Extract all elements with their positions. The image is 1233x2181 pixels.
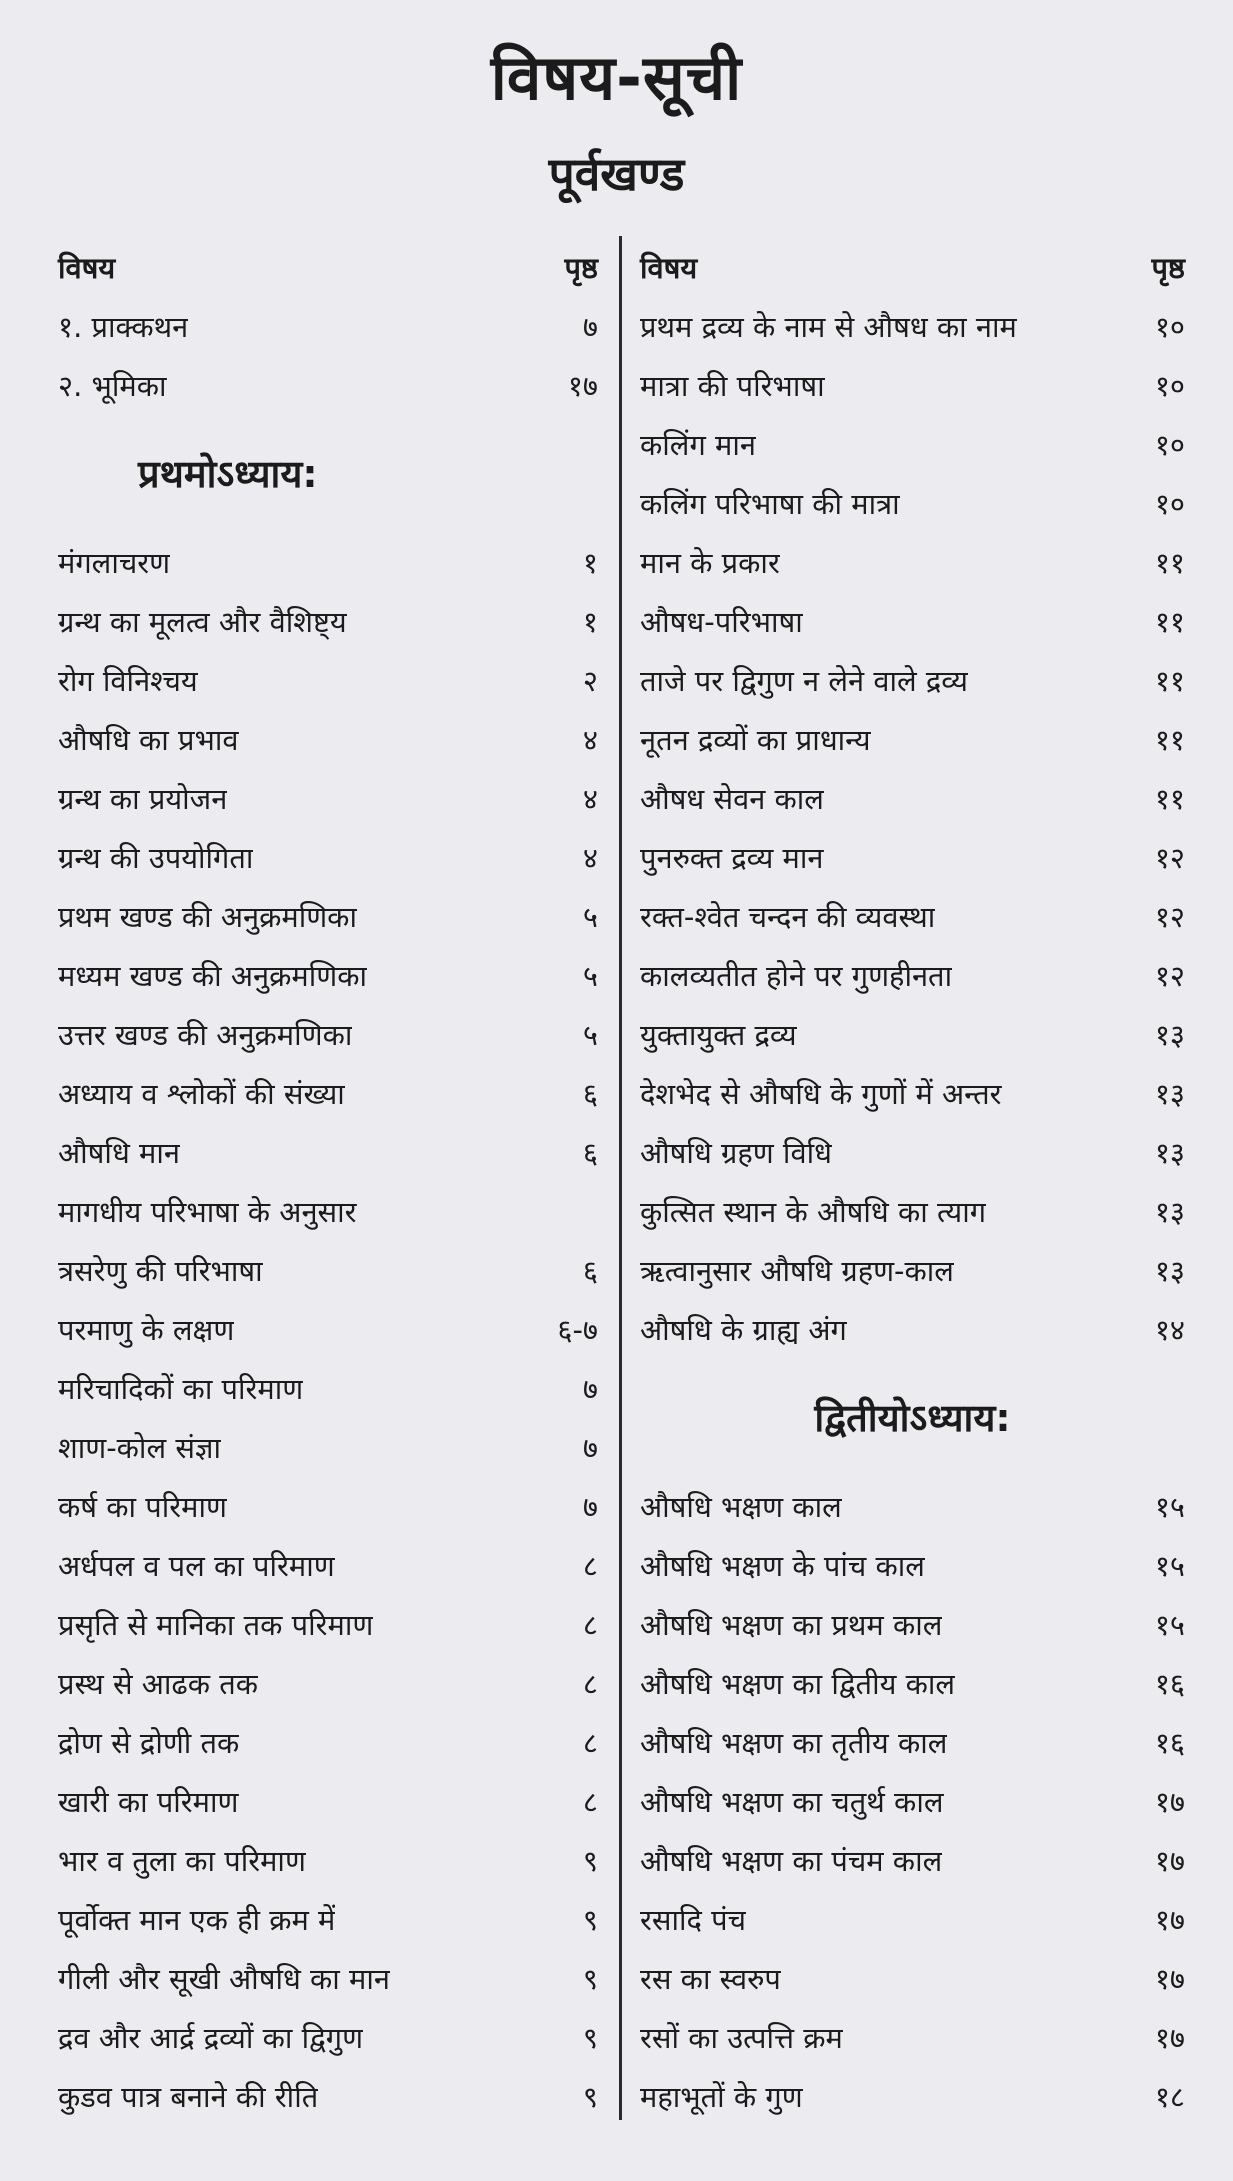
right-column: [640, 238, 1185, 2126]
entry-page: ९: [582, 2080, 598, 2114]
entry-title: औषधि मान: [58, 1136, 180, 1170]
entry-page: ६-७: [557, 1313, 598, 1347]
entry-page: १: [582, 546, 598, 580]
entry-title: १. प्राक्कथन: [58, 310, 189, 344]
toc-entry: [58, 1890, 598, 1949]
entry-page: १५: [1154, 1490, 1185, 1524]
entry-title: औषधि के ग्राह्य अंग: [640, 1313, 847, 1347]
toc-entry: [640, 1477, 1185, 1536]
entry-title: प्रथम द्रव्य के नाम से औषध का नाम: [640, 310, 1017, 344]
entry-page: ८: [582, 1549, 598, 1583]
entry-title: कर्ष का परिमाण: [58, 1490, 227, 1524]
entry-page: १३: [1154, 1077, 1185, 1111]
entry-title: उत्तर खण्ड की अनुक्रमणिका: [58, 1018, 353, 1052]
entry-title: ऋत्वानुसार औषधि ग्रहण-काल: [640, 1254, 954, 1288]
section-title: पूर्वखण्ड: [548, 147, 685, 201]
entry-title: मध्यम खण्ड की अनुक्रमणिका: [58, 959, 367, 993]
toc-entry: [640, 887, 1185, 946]
entry-title: रसादि पंच: [640, 1903, 746, 1937]
entry-page: १३: [1154, 1018, 1185, 1052]
entry-title: कलिंग मान: [640, 428, 756, 462]
toc-entry: [58, 356, 598, 415]
entry-page: १७: [1154, 2021, 1185, 2055]
entry-title: रसों का उत्पत्ति क्रम: [640, 2021, 843, 2055]
toc-entry: [58, 887, 598, 946]
toc-entry: [58, 1595, 598, 1654]
entry-title: युक्तायुक्त द्रव्य: [640, 1018, 797, 1052]
entry-title: पुनरुक्त द्रव्य मान: [640, 841, 824, 875]
toc-entry: [58, 1359, 598, 1418]
toc-entry: [58, 297, 598, 356]
entry-page: १७: [1154, 1903, 1185, 1937]
toc-entry: [58, 710, 598, 769]
toc-list: [640, 1477, 1185, 2126]
entry-page: ६: [582, 1254, 598, 1288]
entry-page: ११: [1154, 664, 1185, 698]
entry-page: ९: [582, 1962, 598, 1996]
entry-title: ताजे पर द्विगुण न लेने वाले द्रव्य: [640, 664, 968, 698]
entry-title: परमाणु के लक्षण: [58, 1313, 235, 1347]
entry-page: ९: [582, 2021, 598, 2055]
entry-page: ८: [582, 1785, 598, 1819]
entry-title: ग्रन्थ का मूलत्व और वैशिष्ट्य: [58, 605, 347, 639]
toc-entry: [640, 1713, 1185, 1772]
toc-entry: [640, 1654, 1185, 1713]
toc-entry: [640, 1123, 1185, 1182]
toc-entry: [58, 1418, 598, 1477]
toc-entry: [58, 1064, 598, 1123]
entry-page: ७: [582, 310, 598, 344]
entry-page: ११: [1154, 782, 1185, 816]
entry-title: पूर्वोक्त मान एक ही क्रम में: [58, 1903, 336, 1937]
entry-page: १५: [1154, 1549, 1185, 1583]
toc-entry: [58, 1477, 598, 1536]
column-header: [58, 238, 598, 297]
toc-entry: [640, 1300, 1185, 1359]
entry-title: कलिंग परिभाषा की मात्रा: [640, 487, 900, 521]
entry-title: रक्त-श्वेत चन्दन की व्यवस्था: [640, 900, 936, 934]
entry-page: १३: [1154, 1136, 1185, 1170]
entry-page: ९: [582, 1903, 598, 1937]
toc-entry: [58, 2008, 598, 2067]
entry-page: १२: [1154, 900, 1185, 934]
toc-entry: [58, 769, 598, 828]
toc-entry: [640, 946, 1185, 1005]
entry-page: १५: [1154, 1608, 1185, 1642]
entry-title: मागधीय परिभाषा के अनुसार: [58, 1195, 357, 1229]
entry-page: १२: [1154, 841, 1185, 875]
toc-entry: [640, 533, 1185, 592]
entry-page: ९: [582, 1844, 598, 1878]
entry-page: १२: [1154, 959, 1185, 993]
chapter-heading: द्वितीयोऽध्याय:: [814, 1396, 1011, 1440]
toc-entry: [58, 1713, 598, 1772]
intro-list: [58, 297, 598, 415]
entry-page: १८: [1154, 2080, 1185, 2114]
toc-entry: [640, 297, 1185, 356]
entry-page: ८: [582, 1667, 598, 1701]
toc-entry: [640, 1595, 1185, 1654]
toc-entry: [640, 356, 1185, 415]
entry-title: प्रसृति से मानिका तक परिमाण: [58, 1608, 374, 1642]
toc-entry: [640, 1182, 1185, 1241]
entry-page: ४: [582, 782, 598, 816]
entry-title: शाण-कोल संज्ञा: [58, 1431, 222, 1465]
entry-title: औषधि भक्षण के पांच काल: [640, 1549, 925, 1583]
entry-page: ५: [582, 900, 598, 934]
entry-title: औषध-परिभाषा: [640, 605, 803, 639]
entry-title: नूतन द्रव्यों का प्राधान्य: [640, 723, 871, 757]
toc-entry: [58, 1949, 598, 2008]
chapter-heading: प्रथमोऽध्याय:: [138, 452, 318, 496]
entry-title: देशभेद से औषधि के गुणों में अन्तर: [640, 1077, 1002, 1111]
entry-title: औषध सेवन काल: [640, 782, 824, 816]
entry-page: ५: [582, 959, 598, 993]
subject-header: विषय: [640, 251, 698, 285]
left-column: [58, 238, 598, 2126]
toc-entry: [640, 1241, 1185, 1300]
toc-entry: [640, 415, 1185, 474]
toc-entry: [640, 2008, 1185, 2067]
entry-page: २: [582, 664, 598, 698]
toc-entry: [640, 710, 1185, 769]
toc-entry: [640, 474, 1185, 533]
page-title: विषय-सूची: [490, 41, 743, 114]
toc-entry: [58, 1005, 598, 1064]
toc-entry: [58, 1182, 598, 1241]
entry-page: १७: [1154, 1785, 1185, 1819]
entry-page: ७: [582, 1431, 598, 1465]
entry-title: प्रथम खण्ड की अनुक्रमणिका: [58, 900, 357, 934]
toc-entry: [58, 1772, 598, 1831]
entry-title: खारी का परिमाण: [58, 1785, 239, 1819]
entry-page: ८: [582, 1726, 598, 1760]
entry-title: २. भूमिका: [58, 369, 167, 403]
toc-entry: [640, 828, 1185, 887]
entry-page: १७: [1154, 1844, 1185, 1878]
toc-entry: [58, 1654, 598, 1713]
entry-page: ४: [582, 723, 598, 757]
entry-title: मरिचादिकों का परिमाण: [58, 1372, 304, 1406]
entry-title: औषधि भक्षण का तृतीय काल: [640, 1726, 948, 1760]
toc-entry: [640, 2067, 1185, 2126]
subject-header: विषय: [58, 251, 116, 285]
entry-title: औषधि भक्षण का द्वितीय काल: [640, 1667, 956, 1701]
entry-page: ७: [582, 1490, 598, 1524]
entry-title: औषधि भक्षण का पंचम काल: [640, 1844, 943, 1878]
column-divider: [619, 236, 622, 2120]
column-header: [640, 238, 1185, 297]
toc-list: [640, 297, 1185, 1359]
entry-title: महाभूतों के गुण: [640, 2080, 803, 2114]
entry-page: ६: [582, 1077, 598, 1111]
entry-page: ११: [1154, 723, 1185, 757]
entry-title: मान के प्रकार: [640, 546, 780, 580]
entry-page: १: [582, 605, 598, 639]
toc-entry: [640, 1831, 1185, 1890]
entry-page: ११: [1154, 605, 1185, 639]
entry-page: १७: [567, 369, 598, 403]
toc-entry: [640, 1949, 1185, 2008]
entry-page: ५: [582, 1018, 598, 1052]
toc-entry: [58, 2067, 598, 2126]
entry-page: १३: [1154, 1254, 1185, 1288]
toc-entry: [640, 769, 1185, 828]
toc-entry: [640, 651, 1185, 710]
entry-page: ४: [582, 841, 598, 875]
entry-page: १०: [1154, 310, 1185, 344]
toc-entry: [58, 1300, 598, 1359]
entry-title: औषधि का प्रभाव: [58, 723, 239, 757]
entry-title: अध्याय व श्लोकों की संख्या: [58, 1077, 345, 1111]
toc-entry: [58, 828, 598, 887]
toc-entry: [58, 651, 598, 710]
entry-title: रोग विनिश्चय: [58, 664, 198, 698]
entry-page: १४: [1154, 1313, 1185, 1347]
entry-page: १३: [1154, 1195, 1185, 1229]
entry-page: १०: [1154, 487, 1185, 521]
toc-entry: [640, 1005, 1185, 1064]
entry-title: त्रसरेणु की परिभाषा: [58, 1254, 263, 1288]
entry-page: ७: [582, 1372, 598, 1406]
entry-page: १६: [1154, 1667, 1185, 1701]
entry-title: औषधि भक्षण काल: [640, 1490, 842, 1524]
page-header: पृष्ठ: [1151, 251, 1185, 285]
entry-title: रस का स्वरुप: [640, 1962, 781, 1996]
toc-list: [58, 533, 598, 2126]
toc-entry: [58, 946, 598, 1005]
entry-title: मात्रा की परिभाषा: [640, 369, 825, 403]
entry-title: गीली और सूखी औषधि का मान: [58, 1962, 390, 1996]
toc-entry: [58, 1123, 598, 1182]
entry-page: ६: [582, 1136, 598, 1170]
entry-title: अर्धपल व पल का परिमाण: [58, 1549, 335, 1583]
toc-entry: [640, 592, 1185, 651]
entry-title: कुडव पात्र बनाने की रीति: [58, 2080, 319, 2114]
toc-entry: [640, 1536, 1185, 1595]
toc-entry: [58, 1831, 598, 1890]
entry-title: औषधि ग्रहण विधि: [640, 1136, 832, 1170]
entry-title: औषधि भक्षण का प्रथम काल: [640, 1608, 943, 1642]
entry-title: प्रस्थ से आढक तक: [58, 1667, 259, 1701]
entry-title: भार व तुला का परिमाण: [58, 1844, 306, 1878]
entry-page: १६: [1154, 1726, 1185, 1760]
entry-page: ८: [582, 1608, 598, 1642]
entry-title: कुत्सित स्थान के औषधि का त्याग: [640, 1195, 987, 1229]
page-header: पृष्ठ: [564, 251, 598, 285]
entry-title: कालव्यतीत होने पर गुणहीनता: [640, 959, 953, 993]
entry-title: द्रव और आर्द्र द्रव्यों का द्विगुण: [58, 2021, 364, 2055]
entry-page: १०: [1154, 428, 1185, 462]
entry-title: मंगलाचरण: [58, 546, 171, 580]
toc-entry: [640, 1064, 1185, 1123]
entry-title: ग्रन्थ की उपयोगिता: [58, 841, 254, 875]
toc-entry: [640, 1772, 1185, 1831]
toc-entry: [58, 592, 598, 651]
toc-entry: [58, 1241, 598, 1300]
entry-title: द्रोण से द्रोणी तक: [58, 1726, 240, 1760]
toc-entry: [58, 533, 598, 592]
entry-title: ग्रन्थ का प्रयोजन: [58, 782, 228, 816]
entry-page: १७: [1154, 1962, 1185, 1996]
toc-entry: [58, 1536, 598, 1595]
toc-entry: [640, 1890, 1185, 1949]
entry-page: ११: [1154, 546, 1185, 580]
entry-title: औषधि भक्षण का चतुर्थ काल: [640, 1785, 944, 1819]
entry-page: १०: [1154, 369, 1185, 403]
